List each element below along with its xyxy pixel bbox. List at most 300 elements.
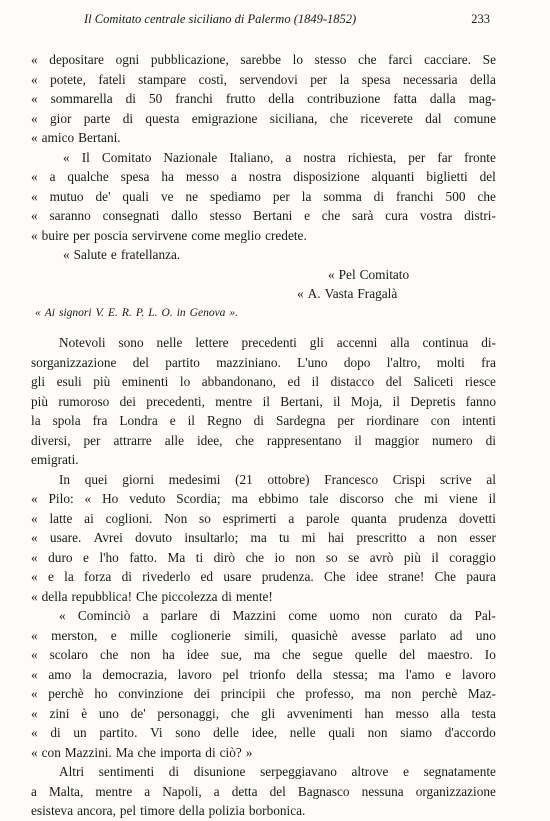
word: principii [220, 686, 266, 701]
word: ma [231, 491, 248, 506]
word: « [31, 91, 38, 106]
word: Il [81, 149, 90, 165]
word: in [176, 306, 186, 319]
text-line [31, 782, 496, 802]
word: signori [58, 306, 92, 319]
word: che [276, 686, 295, 701]
word: che [477, 188, 496, 204]
word: Fragalà [357, 286, 398, 301]
word: curato [404, 608, 438, 623]
word: 50 [148, 91, 163, 106]
address-line [31, 304, 496, 324]
word: idee, [196, 432, 223, 448]
word: ancora, [77, 803, 116, 818]
word: « [31, 647, 38, 662]
word: di- [481, 335, 496, 350]
word: ha [161, 169, 174, 184]
word: l'ho [99, 549, 119, 565]
word: Ma [167, 549, 186, 565]
word: stampare [138, 71, 187, 87]
word: P. [135, 306, 145, 319]
word: ciò? [219, 744, 242, 760]
word: il [311, 374, 320, 389]
word: coglioni. [105, 510, 153, 526]
word: « [31, 705, 38, 721]
word: precedenti [241, 335, 297, 350]
word: Salute [73, 247, 107, 262]
word: Regno [206, 413, 242, 428]
word: che [245, 549, 265, 565]
word: scrive [439, 471, 472, 487]
word: della [268, 91, 295, 106]
word: usare. [49, 530, 82, 545]
word: Che [324, 569, 346, 584]
word: idee [355, 569, 378, 584]
text-line [31, 567, 496, 587]
word: avrò [369, 549, 394, 565]
word: di [205, 744, 216, 760]
word: hai [327, 530, 345, 545]
word: esisteva [31, 803, 74, 818]
text-line [31, 645, 496, 665]
word: pubblicazione, [150, 52, 229, 67]
word: sono [175, 725, 201, 740]
word: ebbimo [258, 491, 299, 506]
word: per [72, 227, 90, 243]
word: medesimi [168, 471, 221, 487]
word: gli [309, 335, 324, 350]
word: repubblica! [71, 588, 133, 604]
word: stessa; [333, 666, 368, 682]
word: cura [385, 208, 409, 223]
word: L'uno [297, 354, 328, 370]
word: insultarlo; [184, 530, 239, 545]
word: detta [231, 783, 258, 799]
word: dei [119, 393, 136, 409]
word: » [245, 744, 253, 760]
word: il [392, 393, 400, 409]
word: contribuzione [307, 91, 381, 106]
word: emigrati. [31, 452, 79, 467]
word: spesa [361, 71, 391, 87]
word: altrove [351, 764, 389, 779]
word: Pel [338, 266, 356, 282]
word: costì, [198, 71, 228, 87]
word: servendovi [239, 71, 298, 87]
word: Ai [44, 306, 55, 319]
word: In [59, 471, 71, 487]
word: « [63, 247, 70, 262]
word: della [470, 71, 496, 87]
word: han [364, 705, 384, 721]
word: ogni [115, 52, 140, 67]
word: Non [164, 510, 188, 526]
word: prudenza [398, 510, 448, 526]
word: mentre [95, 783, 133, 799]
word: esuli [56, 374, 82, 389]
word: a [288, 510, 295, 526]
word: so [199, 510, 211, 526]
text-line [31, 372, 496, 392]
word: per [310, 71, 328, 87]
word: mutuo [49, 188, 84, 204]
word: O. [161, 306, 173, 319]
word: forza [84, 569, 112, 584]
word: « [31, 491, 38, 506]
word: gior [50, 110, 72, 126]
word: che [137, 744, 156, 760]
word: consegnati [102, 208, 160, 223]
word: borbonica. [248, 803, 306, 818]
word: dirò [213, 549, 236, 565]
word: serpeggiavano [260, 764, 337, 779]
word: sommarella [50, 91, 113, 106]
word: da [449, 608, 463, 623]
word: personaggi, [157, 705, 220, 721]
word: strane! [388, 569, 425, 584]
word: il [262, 393, 270, 409]
word: Francesco [324, 471, 379, 487]
word: ed [287, 374, 301, 389]
word: numero [432, 432, 473, 448]
word: a [31, 783, 37, 799]
word: a [49, 169, 56, 184]
word: spola [52, 413, 81, 428]
word: Se [482, 52, 496, 67]
word: ve [160, 188, 174, 204]
word: servirvene [131, 227, 188, 243]
word: Saliceti [413, 374, 454, 389]
word: più [403, 549, 421, 565]
word: ma [250, 530, 267, 545]
word: vostra [419, 208, 453, 223]
word: Altri [59, 764, 85, 779]
word: messo [185, 169, 220, 184]
word: Io [484, 647, 496, 662]
word: siciliana, [269, 110, 318, 126]
word: la [31, 413, 41, 428]
page-number: 233 [471, 12, 490, 26]
word: non [130, 647, 151, 662]
word: qualche [67, 169, 109, 184]
word: intenti [461, 413, 496, 428]
word: Pilo: [48, 491, 74, 506]
text-line [31, 470, 496, 490]
word: « [31, 686, 38, 701]
word: Ho [102, 491, 119, 506]
word: con [41, 744, 61, 760]
word: coglionerie [170, 627, 231, 643]
word: a [230, 169, 237, 184]
word: a [285, 149, 292, 165]
word: del [479, 169, 496, 184]
word: maestro. [427, 647, 473, 662]
word: veduto [129, 491, 166, 506]
word: rumoroso [58, 393, 110, 409]
word: importa [159, 744, 202, 760]
word: nostra [248, 169, 282, 184]
word: Pal- [474, 608, 496, 623]
word: ed [200, 569, 214, 584]
word: A. [307, 286, 321, 301]
word: stesso [209, 208, 242, 223]
text-line [31, 206, 496, 226]
word: gli [261, 705, 276, 721]
word: perchè [421, 686, 458, 701]
word: uno [475, 627, 496, 643]
word: il [354, 432, 362, 448]
word: professo, [305, 686, 354, 701]
word: maggior [374, 432, 420, 448]
text-line [31, 70, 496, 90]
word: timore [140, 803, 175, 818]
word: la [339, 71, 350, 87]
word: la [301, 188, 312, 204]
word: parlato [399, 627, 437, 643]
word: disposizione [293, 169, 360, 184]
word: più [93, 374, 111, 389]
word: non [295, 549, 316, 565]
word: « [31, 725, 38, 740]
word: non [371, 608, 392, 623]
word: necessaria [402, 71, 458, 87]
word: dalla [429, 91, 456, 106]
word: quasichè [291, 627, 338, 643]
word: di [168, 764, 180, 779]
word: sorganizzazione [31, 354, 117, 370]
word: 500 [445, 188, 466, 204]
word: molti [436, 354, 465, 370]
word: l'amo [405, 666, 435, 682]
word: mag- [468, 91, 496, 106]
word: ». [229, 306, 239, 319]
word: dei [193, 686, 211, 701]
word: di [373, 188, 385, 204]
word: duro [48, 549, 73, 565]
word: la [82, 666, 92, 682]
word: ne [185, 188, 198, 204]
word: Comitato [101, 149, 152, 165]
text-line [31, 587, 496, 607]
word: di [221, 588, 232, 604]
word: stesso [314, 52, 347, 67]
text-line [31, 353, 496, 373]
word: il [431, 549, 439, 565]
word: che [394, 491, 414, 506]
word: per [83, 432, 101, 448]
word: merston, [51, 627, 98, 643]
word: dal [425, 110, 442, 126]
word: abbandonano, [201, 374, 276, 389]
word: Depretis [410, 393, 456, 409]
word: amico [41, 130, 75, 145]
word: mentre [215, 393, 253, 409]
word: « [84, 491, 92, 506]
word: democrazia, [102, 666, 168, 682]
text-line [31, 762, 496, 782]
word: del [269, 783, 286, 799]
word: e [304, 208, 310, 223]
word: pel [222, 666, 239, 682]
word: farci [388, 52, 413, 67]
word: avvenimenti [286, 705, 353, 721]
word: rappresentano [266, 432, 342, 448]
word: biglietti [426, 169, 468, 184]
word: ti [195, 549, 204, 565]
word: dopo [343, 354, 371, 370]
word: « [31, 169, 38, 184]
text-line [31, 450, 496, 470]
word: e [403, 764, 409, 779]
word: tale [309, 491, 329, 506]
word: nessuna [361, 783, 404, 799]
word: pel [119, 803, 137, 818]
word: che [329, 110, 349, 126]
running-title: Il Comitato centrale siciliano di Palermo (1849-1852) [84, 12, 357, 26]
word: organizzazione [415, 783, 496, 799]
word: della [178, 803, 205, 818]
word: a [142, 608, 149, 623]
word: quali [328, 725, 355, 740]
word: fateli [98, 71, 126, 87]
word: alquanti [371, 169, 415, 184]
word: ma [378, 666, 395, 682]
word: cacciare. [424, 52, 472, 67]
word: de' [95, 188, 111, 204]
word: poscia [93, 227, 128, 243]
word: amo [48, 666, 72, 682]
word: « [31, 510, 38, 526]
word: L. [148, 306, 158, 319]
word: lavoro [461, 666, 496, 682]
text-line [31, 411, 496, 431]
word: è [81, 705, 88, 721]
word: mente! [235, 588, 273, 604]
text-line [31, 743, 496, 763]
word: ottobre) [267, 471, 310, 487]
word: coraggio [449, 549, 496, 565]
text-line [31, 50, 496, 70]
word: diversi, [31, 432, 71, 448]
word: « [328, 266, 335, 282]
word: quei [84, 471, 108, 487]
word: usare [223, 569, 252, 584]
text-line [31, 548, 496, 568]
word: lo [292, 52, 304, 67]
word: alla [390, 335, 410, 350]
word: uno [98, 705, 119, 721]
word: riceverete [360, 110, 413, 126]
word: il [187, 413, 195, 428]
word: ai [84, 510, 94, 526]
word: il [488, 491, 496, 506]
word: che [358, 52, 377, 67]
word: dovetti [458, 510, 496, 526]
word: « [31, 130, 38, 145]
word: al [486, 471, 496, 487]
word: prudenza. [261, 569, 314, 584]
word: scolaro [49, 647, 89, 662]
text-line [31, 606, 496, 626]
word: spesa [120, 169, 150, 184]
word: mille [130, 627, 158, 643]
word: di [209, 608, 221, 623]
word: piccolezza [161, 588, 218, 604]
word: attrarre [113, 432, 152, 448]
word: più [31, 393, 48, 409]
word: gli [31, 374, 46, 389]
word: non [391, 686, 412, 701]
word: segnatamente [423, 764, 496, 779]
word: come [191, 227, 221, 243]
text-line [31, 528, 496, 548]
word: Ma [115, 744, 134, 760]
word: la [64, 569, 74, 584]
word: per [408, 149, 426, 165]
word: esser [469, 530, 496, 545]
word: distacco [330, 374, 375, 389]
word: de' [130, 705, 146, 721]
word: Genova [189, 306, 226, 319]
word: Vasta [324, 286, 354, 301]
word: simili, [244, 627, 278, 643]
word: zini [49, 705, 70, 721]
word: emigrazione [191, 110, 258, 126]
word: del [132, 354, 149, 370]
word: Maz- [467, 686, 496, 701]
word: dovuto [135, 530, 173, 545]
word: a [144, 783, 151, 799]
word: partito [165, 354, 200, 370]
word: siamo [400, 725, 433, 740]
word: quali [122, 188, 149, 204]
word: giorni [122, 471, 155, 487]
word: precedenti, [146, 393, 205, 409]
word: lavoro [177, 666, 212, 682]
word: Sardegna [275, 413, 326, 428]
word: per [337, 413, 355, 428]
word: parole [306, 510, 340, 526]
word: dallo [171, 208, 198, 223]
word: d'accordo [444, 725, 496, 740]
word: parlare [160, 608, 198, 623]
word: far [437, 149, 453, 165]
word: quelle [354, 647, 388, 662]
word: disunione [193, 764, 246, 779]
word: a [213, 783, 220, 799]
word: a [418, 530, 425, 545]
word: eminenti [121, 374, 169, 389]
word: un [73, 725, 87, 740]
word: sue, [220, 647, 242, 662]
word: « [31, 569, 38, 584]
word: Bertani. [78, 130, 121, 145]
word: fanno [465, 393, 496, 409]
word: quanta [351, 510, 387, 526]
word: distri- [464, 208, 496, 223]
text-line [31, 187, 496, 207]
word: accenni [336, 335, 378, 350]
text-line [31, 333, 496, 353]
word: di [485, 432, 496, 448]
word: mi [301, 530, 316, 545]
text-line [31, 509, 496, 529]
word: di [253, 413, 264, 428]
word: so [325, 549, 338, 565]
word: Vi [150, 725, 163, 740]
word: uomo [329, 608, 360, 623]
word: nostra [303, 149, 336, 165]
